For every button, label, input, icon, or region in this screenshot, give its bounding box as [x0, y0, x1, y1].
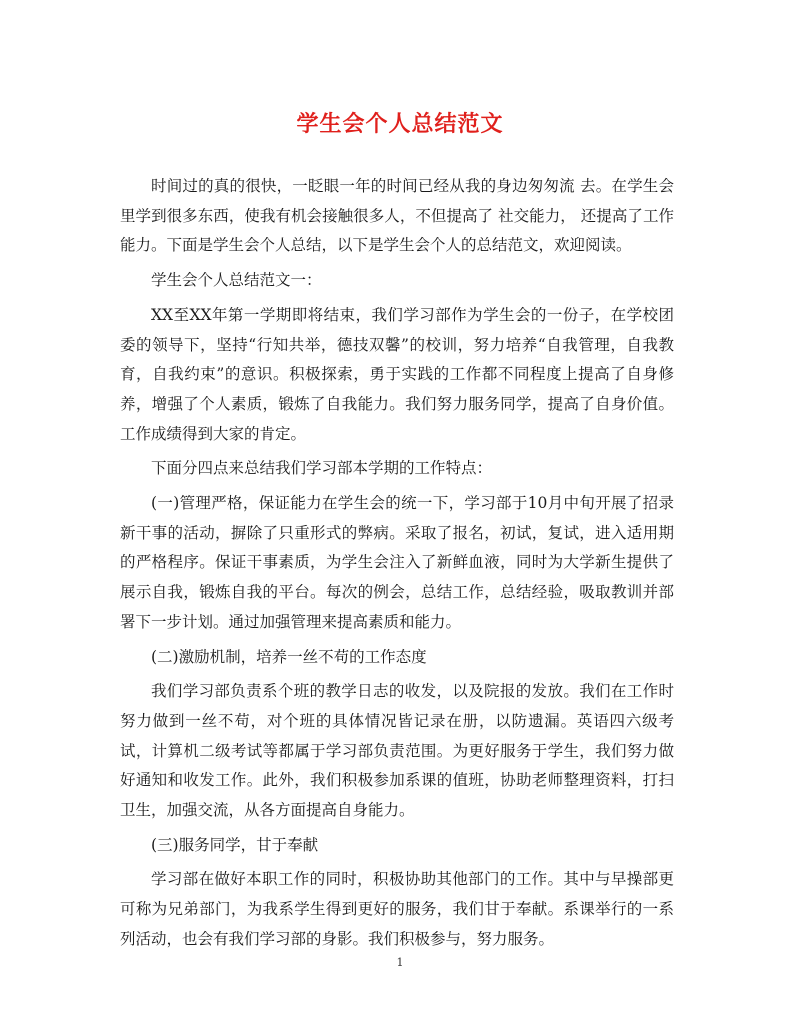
- document-body: [120, 172, 674, 960]
- paragraph-point-three-heading: (三)服务同学，甘于奉献: [151, 835, 319, 854]
- paragraph-point-one: (一)管理严格，保证能力在学生会的统一下，学习部于10月中旬开展了招录新干事的活动，摒除了只重形式的弊病。采取了报名，初试，复试，进入适用期的严格程序。保证干事素质，为学生会注入了新鲜血液，同时为大学新生提供了展示自我，锻炼自我的平台。每次的例会，总结工作，总结经验，吸取教训并部署下一步计划。通过加强管理来提高素质和能力。: [120, 494, 674, 631]
- paragraph-section-heading: 学生会个人总结范文一：: [151, 271, 322, 290]
- paragraph-point-three-body: 学习部在做好本职工作的同时，积极协助其他部门的工作。其中与早操部更可称为兄弟部门，为我系学生得到更好的服务，我们甘于奉献。系课举行的一系列活动，也会有我们学习部的身影。我们积极参与，努力服务。: [120, 870, 674, 948]
- paragraph-point-two-heading: (二)激励机制，培养一丝不苟的工作态度: [151, 647, 427, 666]
- paragraph-semester-summary: XX至XX年第一学期即将结束，我们学习部作为学生会的一份子，在学校团委的领导下，坚持“行知共举，德技双馨”的校训，努力培养“自我管理，自我教育，自我约束”的意识。积极探索，勇于实践的工作都不同程度上提高了自身修养，增强了个人素质，锻炼了自我能力。我们努力服务同学，提高了自身价值。工作成绩得到大家的肯定。: [120, 305, 674, 443]
- paragraph-point-two-body: 我们学习部负责系个班的教学日志的收发，以及院报的发放。我们在工作时努力做到一丝不苟，对个班的具体情况皆记录在册，以防遗漏。英语四六级考试，计算机二级考试等都属于学习部负责范围。为更好服务于学生，我们努力做好通知和收发工作。此外，我们积极参加系课的值班，协助老师整理资料，打扫卫生，加强交流，从各方面提高自身能力。: [120, 682, 674, 820]
- document-title: 学生会个人总结范文: [296, 111, 504, 137]
- paragraph-intro: 时间过的真的很快，一眨眼一年的时间已经从我的身边匆匆流 去。在学生会里学到很多东西，使我有机会接触很多人，不但提高了 社交能力， 还提高了工作能力。下面是学生会个人总结，以下是学生会个人的总结范文，欢迎阅读。: [120, 177, 674, 255]
- paragraph-four-points-intro: 下面分四点来总结我们学习部本学期的工作特点：: [151, 459, 493, 478]
- page-number: 1: [396, 956, 404, 969]
